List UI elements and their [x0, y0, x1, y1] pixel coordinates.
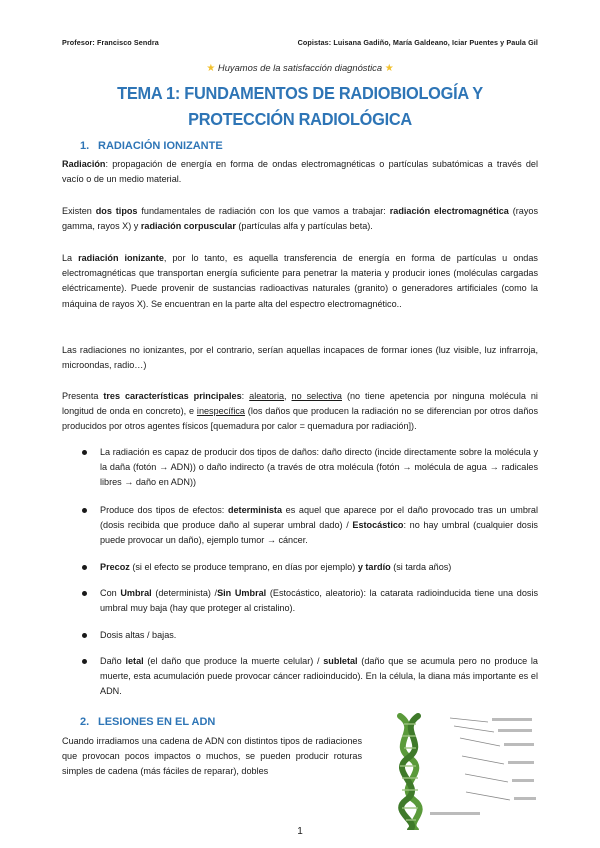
- paragraph-types: Existen dos tipos fundamentales de radiación con los que vamos a trabajar: radiación electromagnética (rayos gamma, rayos X) y radiación corpuscular (partículas alfa y partículas beta).: [62, 206, 538, 232]
- list-item-lethal: Daño letal (el daño que produce la muerte celular) / subletal (daño que se acumula pero no produce la muerte, esta acumulación puede provocar cáncer radioinducido). En la célula, la diana más importante es el ADN.: [100, 656, 538, 697]
- tagline-text: Huyamos de la satisfacción diagnóstica: [217, 62, 383, 73]
- bullet-icon: [82, 628, 90, 636]
- bullet-icon: [82, 560, 90, 568]
- star-icon: ★: [206, 63, 216, 74]
- list-item-damage-types: La radiación es capaz de producir dos tipos de daños: daño directo (incide directamente sobre la molécula y la daña (fotón → ADN)) o daño indirecto (a través de otra molécula (fotón → molécula de agua → radicales libres → daño en ADN)): [100, 447, 538, 488]
- paragraph-non-ionizing: Las radiaciones no ionizantes, por el contrario, serían aquellas incapaces de formar iones (luz visible, luz infrarroja, microondas, radio…): [62, 345, 538, 371]
- document-title: TEMA 1: FUNDAMENTOS DE RADIOBIOLOGÍA Y PROTECCIÓN RADIOLÓGICA: [117, 83, 483, 129]
- list-item-doses: Dosis altas / bajas.: [100, 630, 177, 640]
- list-item-timing: Precoz (si el efecto se produce temprano, en días por ejemplo) y tardío (si tarda años): [100, 562, 452, 572]
- dna-damage-figure: [370, 712, 540, 830]
- bullet-icon: [82, 586, 90, 594]
- paragraph-dna-lesions: Cuando irradiamos una cadena de ADN con distintos tipos de radiaciones que provocan pocos impactos o muchos, se pueden producir roturas simples de cadena (más fáciles de reparar), dobles: [62, 736, 362, 777]
- bullet-icon: [82, 445, 90, 453]
- paragraph-definition: Radiación: propagación de energía en forma de ondas electromagnéticas o partículas subatómicas a través del vacío o de un medio material.: [62, 159, 538, 185]
- header-copyists: Copistas: Luisana Gadiño, María Galdeano, Iciar Puentes y Paula Gil: [297, 38, 538, 47]
- list-item-threshold: Con Umbral (determinista) /Sin Umbral (Estocástico, aleatorio): la catarata radioinducida tiene una dosis umbral muy baja (hay que proteger al cristalino).: [100, 588, 538, 614]
- bullet-icon: [82, 654, 90, 662]
- star-icon: ★: [384, 63, 394, 74]
- paragraph-ionizing: La radiación ionizante, por lo tanto, es aquella transferencia de energía en forma de partículas u ondas electromagnéticas que transportan energía suficiente para penetrar la materia y producir iones (moléculas cargadas eléctricamente). Puede provenir de sustancias radioactivas naturales (granito) o generadores artificiales (como la máquina de rayos X). Se encuentran en la parte alta del espectro electromagnético..: [62, 253, 538, 309]
- section-heading-1: [80, 140, 223, 152]
- list-item-effects: Produce dos tipos de efectos: determinista es aquel que aparece por el daño provocado tras un umbral (dosis recibida que produce daño al superar umbral dado) / Estocástico: no hay umbral (cualquier dosis puede provocar un daño), ejemplo tumor → cáncer.: [100, 505, 538, 546]
- bullet-icon: [82, 503, 90, 511]
- tagline: [0, 62, 600, 74]
- section-title: RADIACIÓN IONIZANTE: [98, 140, 223, 152]
- header-professor: Profesor: Francisco Sendra: [62, 38, 159, 47]
- section-title: LESIONES EN EL ADN: [98, 716, 216, 728]
- section-number: 1.: [80, 140, 90, 152]
- section-heading-2: [80, 716, 215, 728]
- page-number: 1: [297, 826, 303, 837]
- section-number: 2.: [80, 716, 90, 728]
- paragraph-characteristics: Presenta tres características principales: aleatoria, no selectiva (no tiene apetencia por ninguna molécula ni longitud de onda en concreto), e inespecífica (los daños que producen la radiación no se diferencian por otros daños producidos por otros agentes físicos [quemadura por calor = quemadura por radiación]).: [62, 391, 539, 432]
